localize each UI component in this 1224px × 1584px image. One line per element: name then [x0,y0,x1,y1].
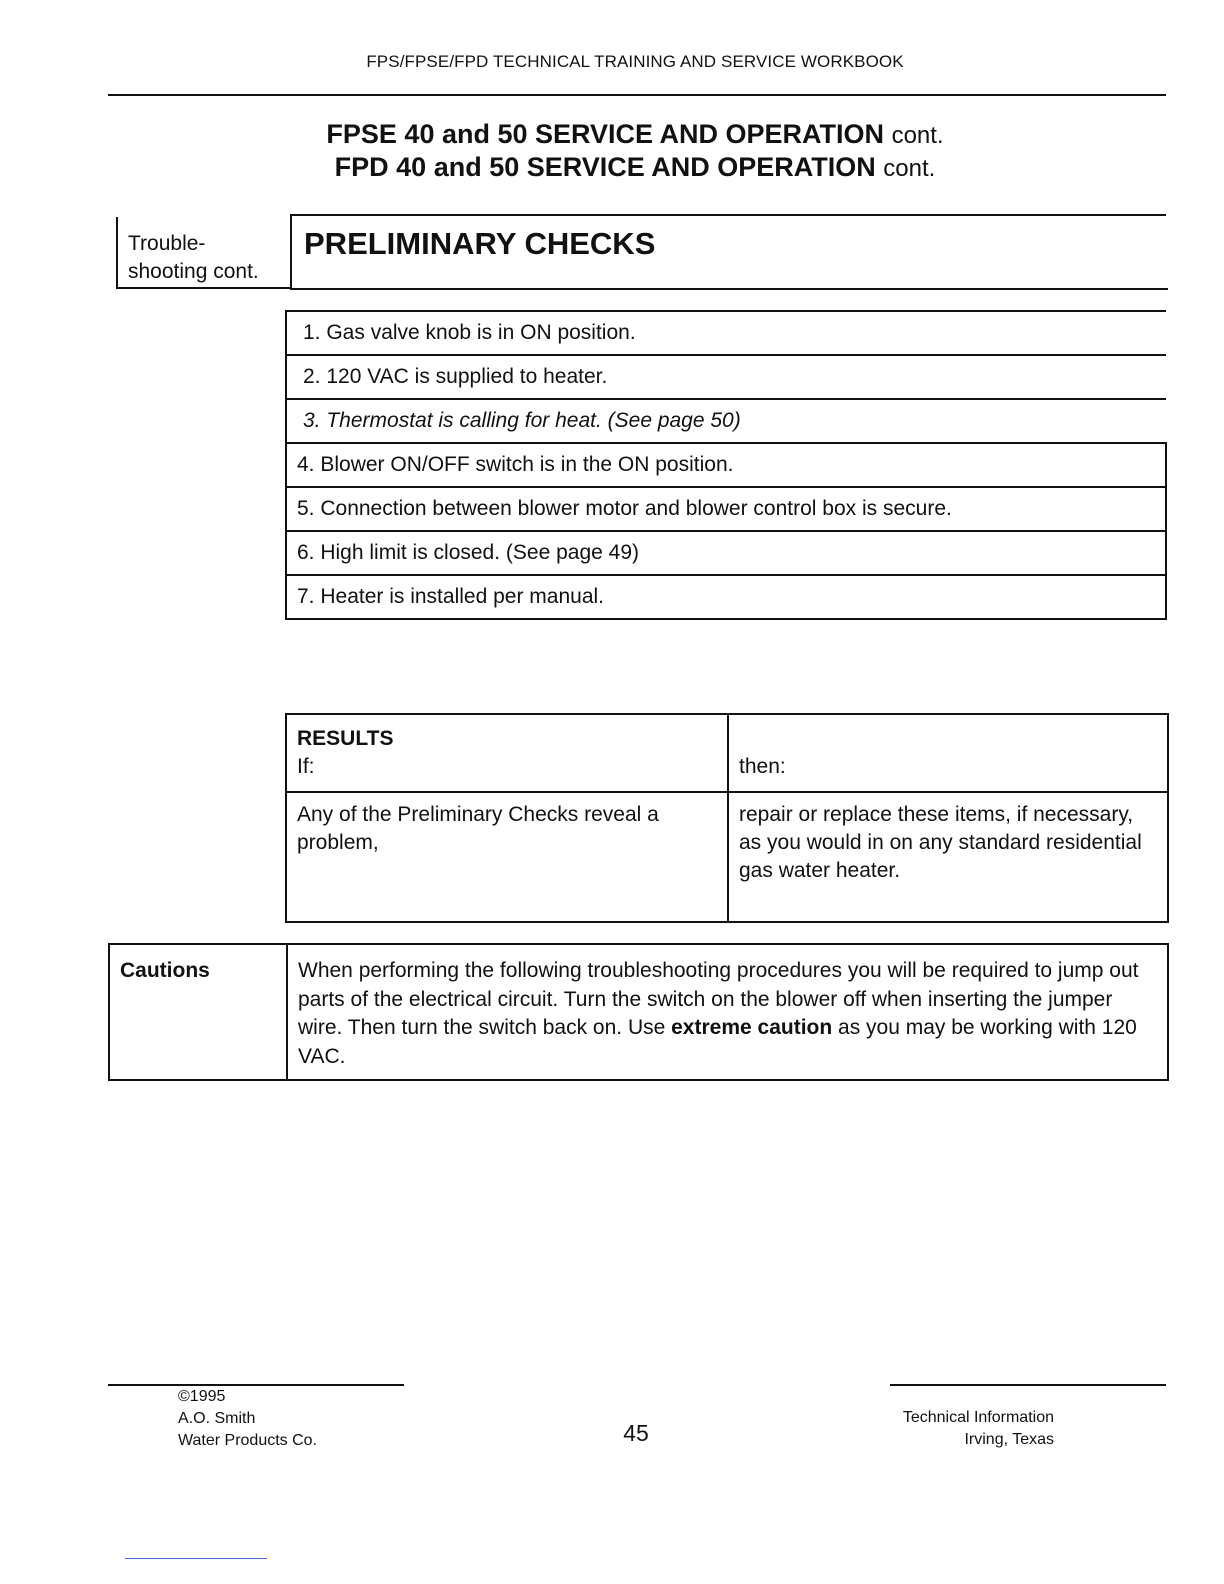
footer-rule-right [890,1384,1166,1386]
footer-company-line-2: Water Products Co. [178,1432,318,1449]
page-title-fpd-cont: cont. [883,155,936,182]
results-then-cell: repair or replace these items, if necessary, as you would in on any standard residential gas water heater. [728,792,1168,922]
cautions-label: Cautions [109,944,287,1080]
side-label [128,230,259,286]
footer-left [178,1386,317,1452]
results-if-cell: Any of the Preliminary Checks reveal a problem, [286,792,728,922]
section-title: PRELIMINARY CHECKS [304,226,656,261]
side-label-line-2: shooting cont. [128,260,259,283]
check-item-5: 5. Connection between blower motor and blower control box is secure. [286,487,1166,531]
if-label: If: [297,755,315,778]
page-title-fpse-cont: cont. [891,122,944,149]
page-title-line-2 [0,152,1224,183]
check-item-6: 6. High limit is closed. (See page 49) [286,531,1166,575]
section-left-rule [290,214,292,290]
footer-right [860,1407,1054,1451]
cautions-text-part-2: as you may be working with 120 VAC. [298,1016,1137,1068]
page-title-line-1 [0,119,1224,150]
side-label-line-1: Trouble- [128,232,206,255]
results-title: RESULTS [297,727,394,750]
page-number: 45 [623,1420,649,1446]
results-header-if [286,714,728,792]
preliminary-checks-table [285,310,1167,620]
cautions-text-part-1: When performing the following troubleshooting procedures you will be required to jump out parts of the electrical circuit. Turn the switch on the blower off when inserting the jumper wire. Then turn the switch back on. Use [298,959,1139,1039]
footer-copyright: ©1995 [178,1388,226,1405]
section-bottom-rule [290,288,1168,290]
cautions-table [108,943,1169,1081]
header-divider [108,94,1166,96]
cautions-emphasis: extreme caution [671,1016,833,1039]
page-title-fpd: FPD 40 and 50 SERVICE AND OPERATION [334,152,876,182]
check-item-2: 2. 120 VAC is supplied to heater. [286,355,1166,399]
results-header-then [728,714,1168,792]
footer-right-line-1: Technical Information [902,1409,1054,1426]
check-item-1: 1. Gas valve knob is in ON position. [286,311,1166,355]
cautions-text [287,944,1168,1080]
check-item-4: 4. Blower ON/OFF switch is in the ON position. [286,443,1166,487]
section-top-rule [290,214,1166,216]
page-title-fpse: FPSE 40 and 50 SERVICE AND OPERATION [326,119,885,149]
bottom-edge-mark [125,1558,267,1559]
check-item-3: 3. Thermostat is calling for heat. (See page 50) [286,399,1166,443]
footer-company-line-1: A.O. Smith [178,1410,256,1427]
then-label: then: [739,755,786,778]
running-header: FPS/FPSE/FPD TECHNICAL TRAINING AND SERVICE WORKBOOK [366,52,904,71]
footer-right-line-2: Irving, Texas [964,1431,1054,1448]
results-table [285,713,1169,923]
check-item-7: 7. Heater is installed per manual. [286,575,1166,619]
